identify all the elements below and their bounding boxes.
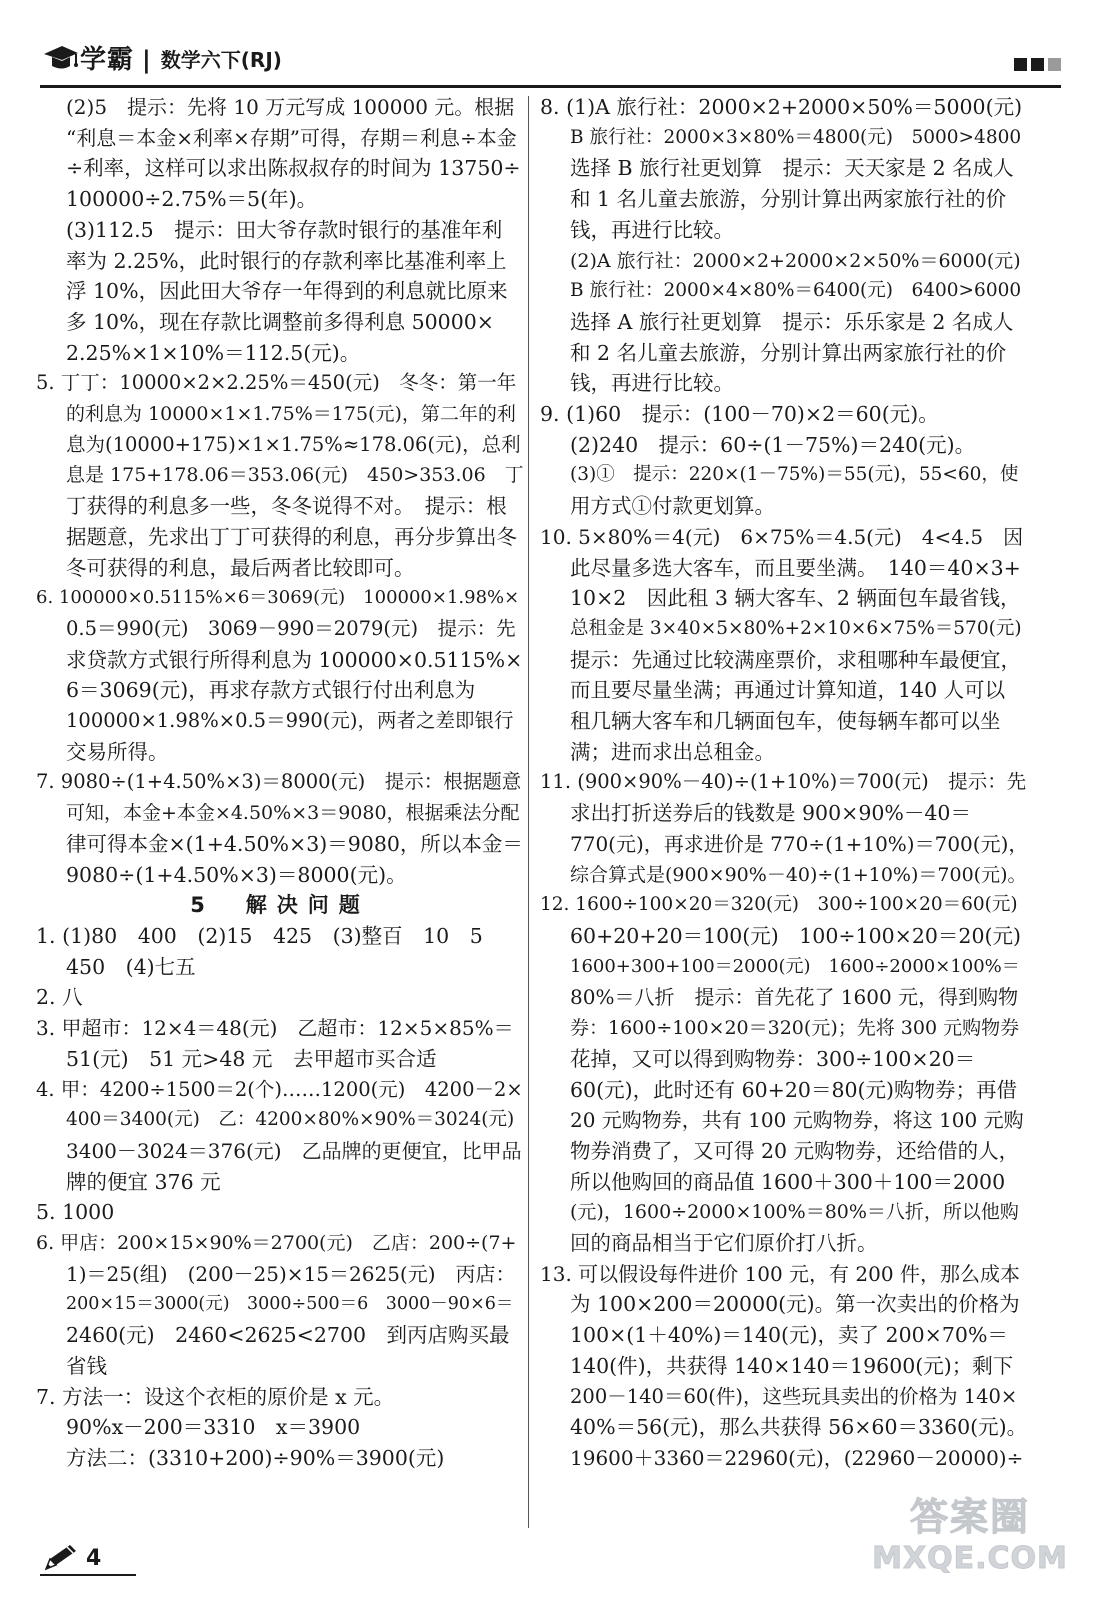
text-line: (3)① 提示：220×(1－75%)＝55(元)，55<60，使 — [570, 464, 1019, 486]
text-line: (2)240 提示：60÷(1－75%)＝240(元)。 — [570, 432, 976, 457]
text-line: 60+20+20＝100(元) 100÷100×20＝20(元) — [570, 923, 1022, 948]
text-line: 所以他购回的商品值 1600＋300＋100＝2000 — [570, 1169, 1006, 1194]
text-line: 综合算式是(900×90%－40)÷(1+10%)＝700(元)。 — [570, 863, 1027, 886]
text-line: “利息＝本金×利率×存期”可得，存期＝利息÷本金 — [66, 125, 517, 150]
text-line: 90%x－200＝3310 x＝3900 — [66, 1415, 361, 1440]
watermark-top-text: 答案圈 — [909, 1495, 1030, 1539]
text-line: 息为(10000+175)×1×1.75%≈178.06(元)，总利 — [66, 432, 521, 456]
text-line: 息是 175+178.06＝353.06(元) 450>353.06 丁 — [66, 464, 524, 487]
decor-block — [1048, 58, 1061, 71]
footer-rule — [40, 1574, 136, 1576]
text-line: 丁获得的利息多一些，冬冬说得不对。 提示：根 — [66, 494, 507, 519]
text-line: 交易所得。 — [66, 739, 169, 764]
text-line: 1600+300+100＝2000(元) 1600÷2000×100%＝ — [570, 955, 1020, 977]
text-line: 牌的便宜 376 元 — [66, 1169, 221, 1194]
text-line: (3)112.5 提示：田大爷存款时银行的基准年利 — [66, 217, 503, 242]
text-line: 9. (1)60 提示：(100－70)×2＝60(元)。 — [540, 402, 939, 427]
text-line: (2)A 旅行社：2000×2+2000×2×50%＝6000(元) — [570, 249, 1021, 272]
text-line: 2. 八 — [36, 985, 83, 1010]
text-line: 5. 1000 — [36, 1200, 115, 1225]
header-rule — [40, 85, 1061, 88]
text-line: 9080÷(1+4.50%×3)＝8000(元)。 — [66, 862, 407, 887]
text-line: 选择 A 旅行社更划算 提示：乐乐家是 2 名成人 — [570, 309, 1014, 334]
page-number: 4 — [86, 1545, 102, 1571]
text-line: 4. 甲：4200÷1500＝2(个)……1200(元) 4200－2× — [36, 1077, 523, 1101]
text-line: 花掉，又可以得到购物券：300÷100×20＝ — [570, 1046, 976, 1071]
watermark-logo — [855, 1486, 1085, 1586]
right-column — [540, 92, 1028, 1474]
text-line: (2)5 提示：先将 10 万元写成 100000 元。根据 — [66, 95, 515, 119]
text-line: 11. (900×90%－40)÷(1+10%)＝700(元) 提示：先 — [540, 770, 1027, 794]
text-line: 2.25%×1×10%＝112.5(元)。 — [66, 340, 361, 365]
text-line: 可知，本金+本金×4.50%×3＝9080，根据乘法分配 — [66, 802, 520, 825]
text-line: 6. 100000×0.5115%×6＝3069(元) 100000×1.98%× — [36, 587, 520, 609]
text-line: 3400－3024＝376(元) 乙品牌的更便宜，比甲品 — [66, 1138, 522, 1163]
decor-block — [1031, 58, 1044, 71]
column-divider — [528, 96, 529, 1528]
text-line: 求贷款方式银行所得利息为 100000×0.5115%× — [66, 647, 523, 672]
header-decoration — [1014, 58, 1061, 71]
text-line: 7. 方法一：设这个衣柜的原价是 x 元。 — [36, 1384, 395, 1409]
text-line: 400＝3400(元) 乙：4200×80%×90%＝3024(元) — [66, 1109, 515, 1131]
text-line: 省钱 — [66, 1353, 107, 1378]
text-line: 450 (4)七五 — [66, 954, 196, 979]
left-column — [36, 92, 524, 1474]
text-line: 率为 2.25%，此时银行的存款利率比基准利率上 — [66, 248, 507, 273]
text-line: 浮 10%，因此田大爷存一年得到的利息就比原来 — [66, 279, 508, 304]
graduation-cap-icon — [40, 40, 80, 80]
subject-title: 数学六下(RJ) — [160, 48, 282, 72]
text-line: 总租金是 3×40×5×80%+2×10×6×75%＝570(元) — [570, 617, 1022, 639]
text-line: 100000÷2.75%＝5(年)。 — [66, 187, 318, 212]
page-footer — [40, 1540, 101, 1576]
text-line: 方法二：(3310+200)÷90%＝3900(元) — [66, 1445, 445, 1470]
text-line: 19600＋3360＝22960(元)，(22960－20000)÷ — [570, 1445, 1024, 1470]
text-line: 140(件)，共获得 140×140＝19600(元)；剩下 — [570, 1353, 1014, 1378]
text-line: 求出打折送券后的钱数是 900×90%－40＝ — [570, 801, 971, 826]
text-line: 51(元) 51 元>48 元 去甲超市买合适 — [66, 1046, 437, 1071]
text-line: B 旅行社：2000×3×80%＝4800(元) 5000>4800 — [570, 126, 1022, 148]
watermark-bottom-text: MXQE.COM — [872, 1541, 1068, 1576]
pencil-icon — [40, 1541, 82, 1575]
text-line: 据题意，先求出丁丁可获得的利息，再分步算出冬 — [66, 524, 517, 549]
text-line: 用方式①付款更划算。 — [570, 494, 775, 519]
text-line: 40%＝56(元)，那么共获得 56×60＝3360(元)。 — [570, 1415, 1028, 1440]
text-line: 80%＝八折 提示：首先花了 1600 元，得到购物 — [570, 985, 1019, 1010]
header-separator: | — [142, 46, 151, 74]
text-line: B 旅行社：2000×4×80%＝6400(元) 6400>6000 — [570, 280, 1022, 302]
text-line: 6＝3069(元)，再求存款方式银行付出利息为 — [66, 678, 476, 703]
text-line: 770(元)，再求进价是 770÷(1+10%)＝700(元)， — [570, 831, 1029, 856]
text-line: 而且要尽量坐满；再通过计算知道，140 人可以 — [570, 678, 1006, 703]
text-line: 满；进而求出总租金。 — [570, 739, 775, 764]
text-line: 200－140＝60(件)，这些玩具卖出的价格为 140× — [570, 1384, 1018, 1408]
text-line: 3. 甲超市：12×4＝48(元) 乙超市：12×5×85%＝ — [36, 1016, 514, 1041]
text-line: 此尽量多选大客车，而且要坐满。 140＝40×3+ — [570, 555, 1021, 580]
section-heading: 5 解决问题 — [190, 893, 370, 918]
text-line: 1. (1)80 400 (2)15 425 (3)整百 10 5 — [36, 923, 483, 948]
text-line: 60(元)，此时还有 60+20＝80(元)购物券；再借 — [570, 1077, 1018, 1102]
text-line: 12. 1600÷100×20＝320(元) 300÷100×20＝60(元) — [540, 894, 1018, 916]
text-line: 2460(元) 2460<2625<2700 到丙店购买最 — [66, 1323, 510, 1348]
page-header — [40, 40, 1061, 84]
brand-logo — [40, 40, 282, 80]
text-line: 0.5＝990(元) 3069－990＝2079(元) 提示：先 — [66, 616, 516, 640]
text-line: 钱，再进行比较。 — [570, 371, 734, 396]
text-line: 物券消费了，又可得 20 元购物券，还给借的人， — [570, 1138, 1020, 1163]
brand-name: 学霸 — [80, 45, 135, 75]
text-line: ÷利率，这样可以求出陈叔叔存的时间为 13750÷ — [66, 156, 521, 181]
text-line: 钱，再进行比较。 — [570, 217, 734, 242]
text-line: 租几辆大客车和几辆面包车，使每辆车都可以坐 — [570, 709, 1001, 734]
text-line: 200×15＝3000(元) 3000÷500＝6 3000－90×6＝ — [66, 1294, 514, 1315]
text-line: 100×(1＋40%)＝140(元)，卖了 200×70%＝ — [570, 1323, 1008, 1348]
text-line: 回的商品相当于它们原价打八折。 — [570, 1231, 878, 1256]
text-line: 冬可获得的利息，最后两者比较即可。 — [66, 555, 415, 580]
text-line: 提示：先通过比较满座票价，求租哪种车最便宜， — [570, 647, 1021, 672]
text-line: (元)，1600÷2000×100%＝80%＝八折，所以他购 — [570, 1201, 1019, 1224]
text-line: 券：1600÷100×20＝320(元)；先将 300 元购物券 — [570, 1017, 1020, 1040]
text-line: 10×2 因此租 3 辆大客车、2 辆面包车最省钱， — [570, 586, 1021, 611]
text-line: 1)＝25(组) (200－25)×15＝2625(元) 丙店： — [66, 1261, 516, 1286]
text-line: 和 2 名儿童去旅游，分别计算出两家旅行社的价 — [570, 340, 1007, 365]
text-line: 选择 B 旅行社更划算 提示：天天家是 2 名成人 — [570, 156, 1014, 181]
text-line: 6. 甲店：200×15×90%＝2700(元) 乙店：200÷(7+ — [36, 1232, 517, 1255]
text-line: 8. (1)A 旅行社：2000×2+2000×50%＝5000(元) — [540, 95, 1023, 119]
text-line: 100000×1.98%×0.5＝990(元)，两者之差即银行 — [66, 709, 514, 733]
text-line: 7. 9080÷(1+4.50%×3)＝8000(元) 提示：根据题意 — [36, 770, 522, 794]
text-line: 律可得本金×(1+4.50%×3)＝9080，所以本金＝ — [66, 831, 523, 856]
text-line: 20 元购物券，共有 100 元购物券，将这 100 元购 — [570, 1108, 1024, 1133]
text-line: 和 1 名儿童去旅游，分别计算出两家旅行社的价 — [570, 187, 1007, 212]
text-line: 的利息为 10000×1×1.75%＝175(元)，第二年的利 — [66, 403, 516, 426]
text-line: 13. 可以假设每件进价 100 元，有 200 件，那么成本 — [540, 1261, 1020, 1286]
text-line: 为 100×200＝20000(元)。第一次卖出的价格为 — [570, 1292, 1020, 1317]
text-line: 5. 丁丁：10000×2×2.25%＝450(元) 冬冬：第一年 — [36, 371, 517, 395]
decor-block — [1014, 58, 1027, 71]
text-line: 多 10%，现在存款比调整前多得利息 50000× — [66, 309, 494, 334]
text-line: 10. 5×80%＝4(元) 6×75%＝4.5(元) 4<4.5 因 — [540, 524, 1024, 549]
